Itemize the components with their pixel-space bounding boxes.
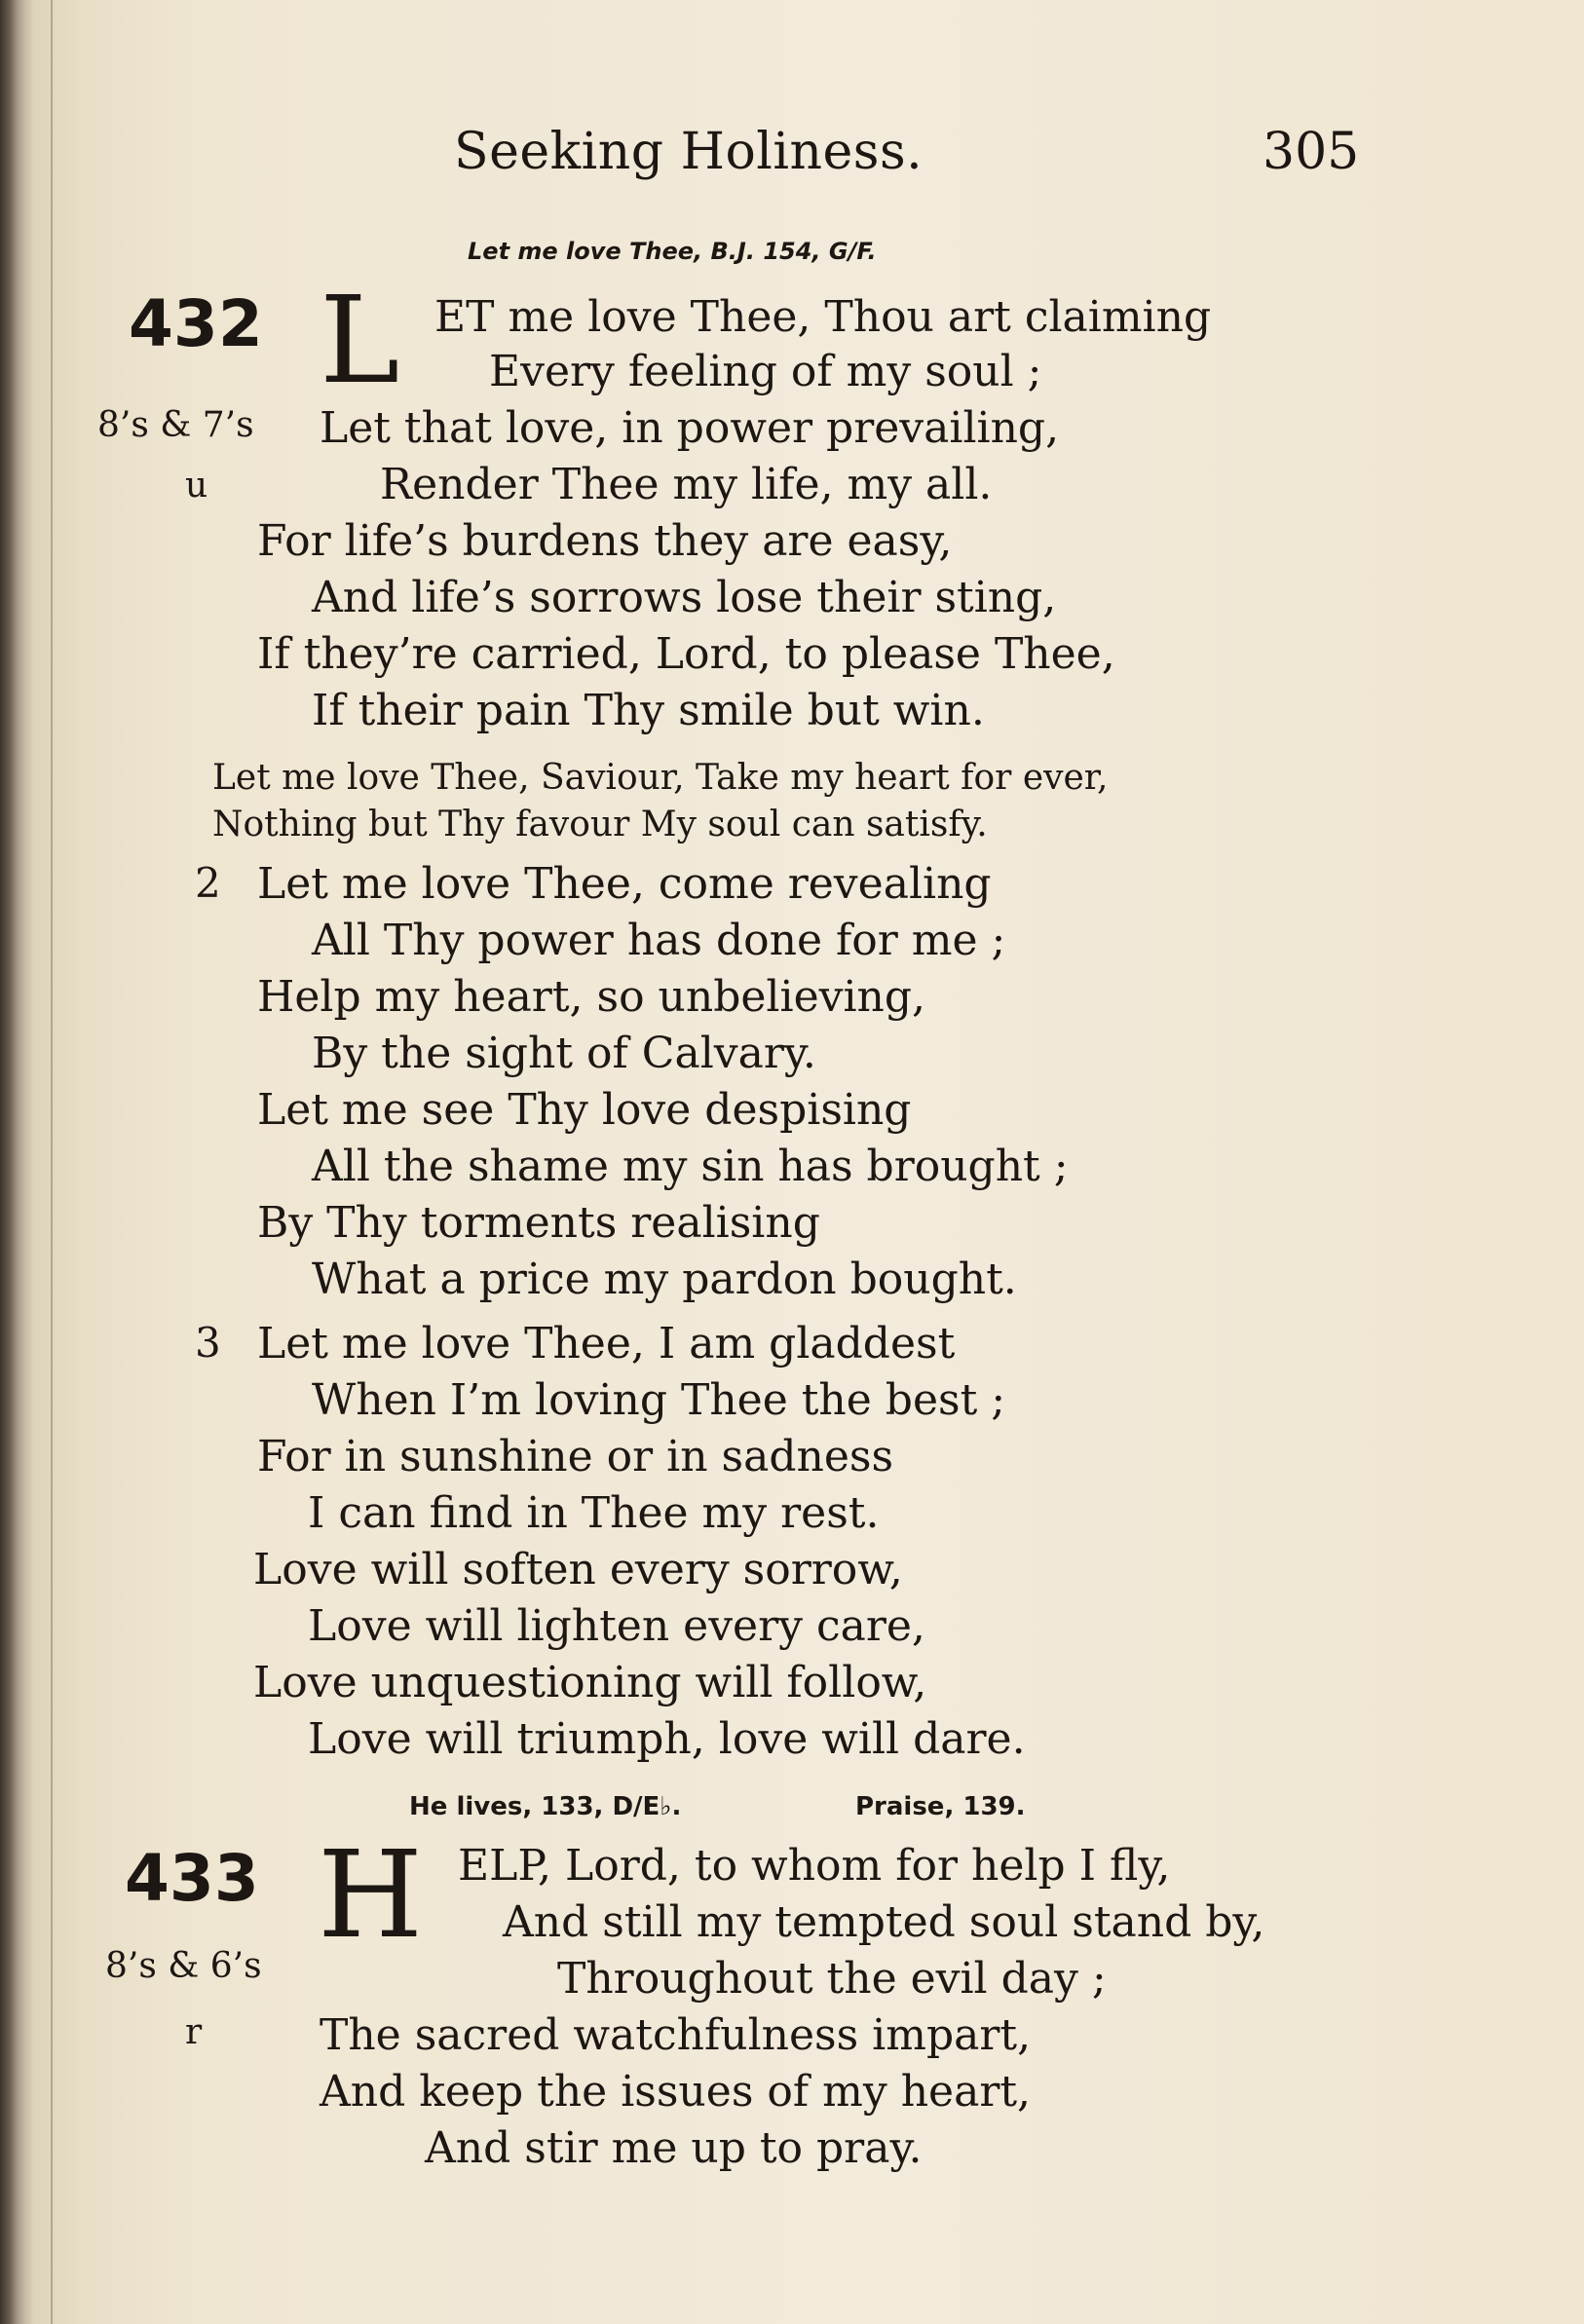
tune-mark-432: u <box>185 466 208 506</box>
hymn-number-433: 433 <box>125 1841 259 1916</box>
tune-mark-433: r <box>185 2012 203 2052</box>
verse1-line-1: ET me love Thee, Thou art claiming <box>434 292 1212 342</box>
hymn-number-432: 432 <box>129 286 263 361</box>
verse2-line-4: By the sight of Calvary. <box>312 1029 816 1078</box>
verse1-line-7: If they’re carried, Lord, to please Thee, <box>257 629 1115 679</box>
verse2-line-2: All Thy power has done for me ; <box>312 916 1006 965</box>
verse3-line-4: I can find in Thee my rest. <box>308 1488 880 1538</box>
hymn433-line-4: The sacred watchfulness impart, <box>320 2010 1032 2060</box>
verse2-line-5: Let me see Thy love despising <box>257 1085 912 1135</box>
hymn433-line-2: And still my tempted soul stand by, <box>503 1897 1265 1947</box>
verse1-line-8: If their pain Thy smile but win. <box>312 686 985 735</box>
verse3-line-6: Love will lighten every care, <box>308 1601 925 1651</box>
chorus-line-2: Nothing but Thy favour My soul can satisfy. <box>212 805 988 844</box>
book-spine <box>0 0 33 2324</box>
verse3-line-8: Love will triumph, love will dare. <box>308 1714 1026 1764</box>
verse2-line-3: Help my heart, so unbelieving, <box>257 972 926 1022</box>
gutter-line <box>51 0 53 2324</box>
verse3-line-7: Love unquestioning will follow, <box>253 1658 927 1707</box>
drop-cap-433: H <box>318 1825 424 1966</box>
verse2-line-7: By Thy torments realising <box>257 1198 820 1248</box>
chorus-line-1: Let me love Thee, Saviour, Take my heart for ever, <box>212 758 1109 798</box>
verse2-line-1: Let me love Thee, come revealing <box>257 859 992 909</box>
verse1-line-5: For life’s burdens they are easy, <box>257 516 953 566</box>
meter-432: 8’s & 7’s <box>97 405 254 445</box>
tune-reference-433-b: Praise, 139. <box>855 1792 1026 1821</box>
verse1-line-6: And life’s sorrows lose their sting, <box>312 573 1057 622</box>
verse3-line-3: For in sunshine or in sadness <box>257 1432 894 1481</box>
verse2-line-6: All the shame my sin has brought ; <box>312 1142 1069 1191</box>
verse1-line-4: Render Thee my life, my all. <box>380 460 993 509</box>
verse3-line-5: Love will soften every sorrow, <box>253 1545 903 1594</box>
drop-cap-432: L <box>320 271 400 411</box>
verse-number-2: 2 <box>195 859 221 907</box>
tune-reference-432: Let me love Thee, B.J. 154, G/F. <box>468 238 877 265</box>
hymn433-line-6: And stir me up to pray. <box>425 2123 923 2173</box>
verse3-line-1: Let me love Thee, I am gladdest <box>257 1319 956 1368</box>
verse3-line-2: When I’m loving Thee the best ; <box>312 1375 1006 1425</box>
page-number: 305 <box>1263 123 1360 181</box>
running-header: Seeking Holiness. <box>454 123 924 181</box>
verse-number-3: 3 <box>195 1319 221 1367</box>
verse1-line-3: Let that love, in power prevailing, <box>320 403 1060 453</box>
hymn433-line-3: Throughout the evil day ; <box>557 1954 1107 2004</box>
hymn433-line-1: ELP, Lord, to whom for help I fly, <box>458 1841 1171 1891</box>
meter-433: 8’s & 6’s <box>105 1946 262 1986</box>
hymn433-line-5: And keep the issues of my heart, <box>320 2067 1032 2117</box>
verse1-line-2: Every feeling of my soul ; <box>489 347 1042 396</box>
tune-reference-433-a: He lives, 133, D/E♭. <box>409 1792 682 1821</box>
verse2-line-8: What a price my pardon bought. <box>312 1255 1017 1304</box>
